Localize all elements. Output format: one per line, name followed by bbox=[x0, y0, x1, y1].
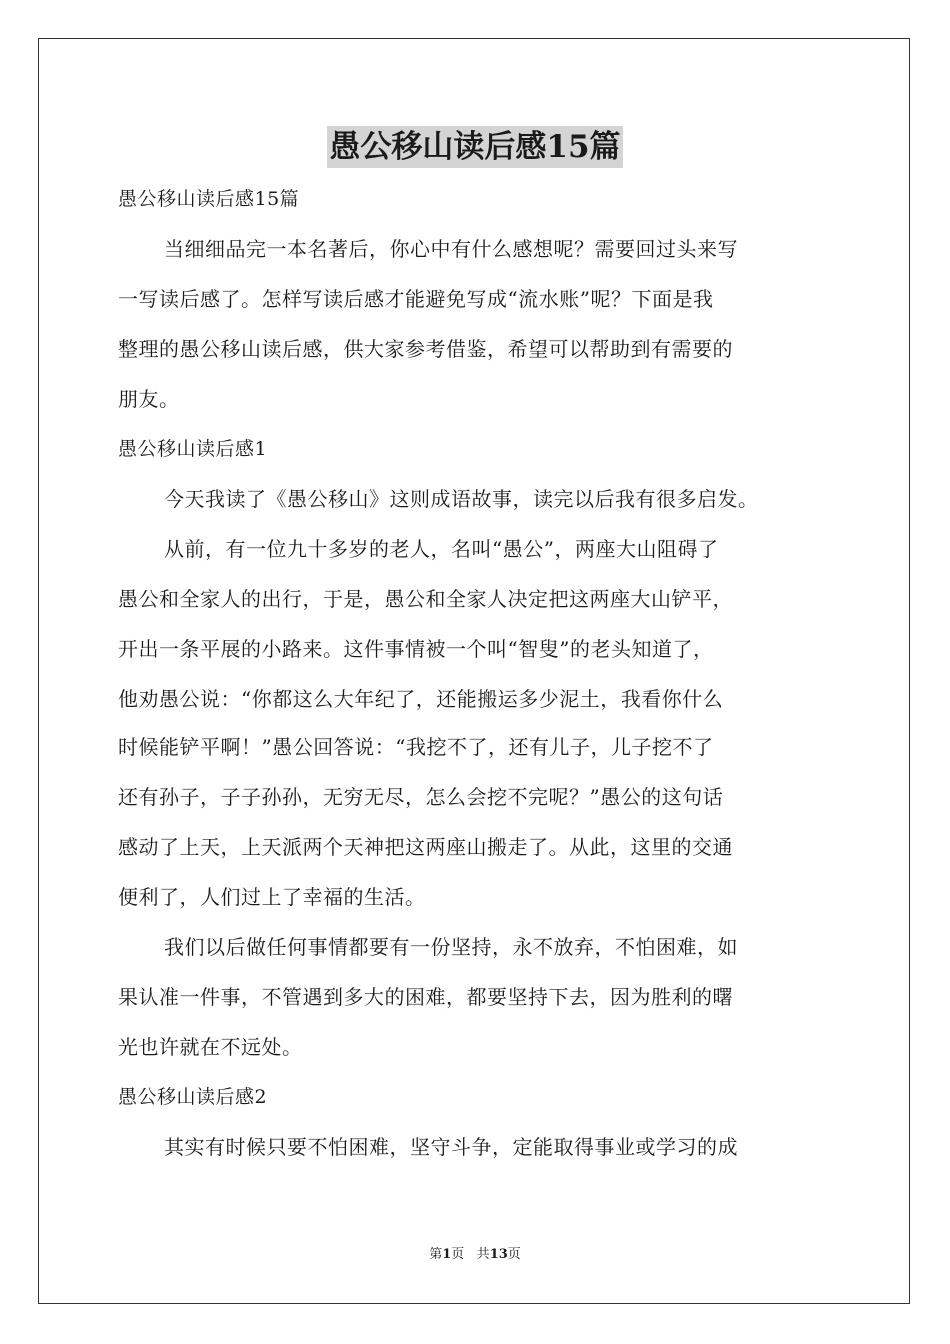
s1-p2-line-7: 感动了上天，上天派两个天神把这两座山搬走了。从此，这里的交通 bbox=[118, 835, 733, 859]
s1-p2-line-2: 愚公和全家人的出行，于是，愚公和全家人决定把这两座大山铲平， bbox=[118, 587, 733, 611]
footer-prefix: 第 bbox=[429, 1247, 443, 1262]
footer-total-suffix: 页 bbox=[507, 1247, 521, 1262]
intro-line-3: 整理的愚公移山读后感，供大家参考借鉴，希望可以帮助到有需要的 bbox=[118, 337, 733, 361]
document-title: 愚公移山读后感15篇 bbox=[327, 126, 622, 168]
title-container bbox=[0, 126, 950, 168]
page-footer bbox=[0, 1247, 950, 1263]
section-1-heading: 愚公移山读后感1 bbox=[118, 438, 268, 460]
footer-page-number: 1 bbox=[442, 1247, 452, 1262]
intro-line-2: 一写读后感了。怎样写读后感才能避免写成“流水账”呢？下面是我 bbox=[118, 287, 714, 311]
s1-p3-line-2: 果认准一件事，不管遇到多大的困难，都要坚持下去，因为胜利的曙 bbox=[118, 985, 733, 1009]
footer-total-pages: 13 bbox=[489, 1247, 508, 1262]
page-border bbox=[38, 38, 910, 1304]
section-2-heading: 愚公移山读后感2 bbox=[118, 1086, 268, 1108]
document-subtitle: 愚公移山读后感15篇 bbox=[118, 188, 300, 210]
s1-p2-line-3: 开出一条平展的小路来。这件事情被一个叫“智叟”的老头知道了， bbox=[118, 637, 714, 661]
footer-page-suffix: 页 bbox=[451, 1247, 465, 1262]
intro-line-1: 当细细品完一本名著后，你心中有什么感想呢？需要回过头来写 bbox=[164, 237, 738, 261]
s2-p1-line-1: 其实有时候只要不怕困难，坚守斗争，定能取得事业或学习的成 bbox=[164, 1135, 738, 1159]
s1-p2-line-4: 他劝愚公说：“你都这么大年纪了，还能搬运多少泥土，我看你什么 bbox=[118, 687, 724, 711]
intro-line-4: 朋友。 bbox=[118, 387, 180, 411]
s1-p2-line-6: 还有孙子，子子孙孙，无穷无尽，怎么会挖不完呢？”愚公的这句话 bbox=[118, 785, 724, 809]
s1-p2-line-1: 从前，有一位九十多岁的老人，名叫“愚公”，两座大山阻碍了 bbox=[164, 537, 719, 561]
footer-total-prefix: 共 bbox=[476, 1247, 490, 1262]
s1-p3-line-1: 我们以后做任何事情都要有一份坚持，永不放弃，不怕困难，如 bbox=[164, 935, 738, 959]
s1-p1-line-1: 今天我读了《愚公移山》这则成语故事，读完以后我有很多启发。 bbox=[164, 487, 759, 511]
s1-p2-line-5: 时候能铲平啊！”愚公回答说：“我挖不了，还有儿子，儿子挖不了 bbox=[118, 735, 714, 759]
s1-p3-line-3: 光也许就在不远处。 bbox=[118, 1035, 303, 1059]
s1-p2-line-8: 便利了，人们过上了幸福的生活。 bbox=[118, 885, 426, 909]
